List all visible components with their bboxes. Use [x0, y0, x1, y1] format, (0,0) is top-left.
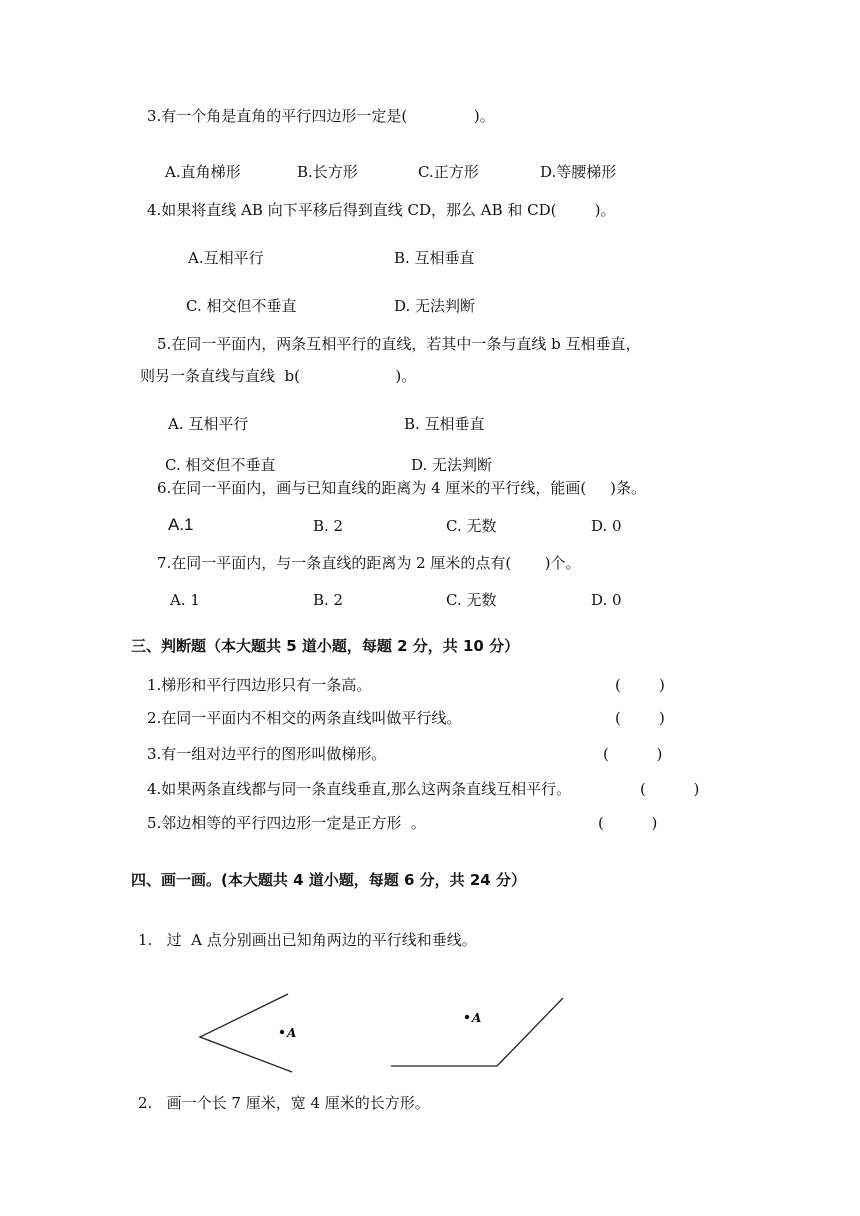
q4-stem: 4.如果将直线 AB 向下平移后得到直线 CD，那么 AB 和 CD( )。	[147, 201, 616, 219]
q4-option-a: A.互相平行	[188, 249, 264, 267]
q5-stem-line2: 则另一条直线与直线 b( )。	[140, 367, 417, 385]
q4-option-b: B. 互相垂直	[394, 249, 475, 267]
left-angle-sides	[200, 994, 292, 1072]
q5-option-b: B. 互相垂直	[404, 415, 485, 433]
right-angle-sides	[391, 998, 563, 1066]
q3-option-c: C.正方形	[418, 163, 479, 181]
left-point-a-label: A	[287, 1026, 297, 1040]
draw-q1-stem: 1. 过 A 点分别画出已知角两边的平行线和垂线。	[138, 931, 477, 949]
right-point-a-label: A	[472, 1011, 482, 1025]
q7-option-b: B. 2	[313, 591, 344, 609]
section4-title: 四、画一画。(本大题共 4 道小题，每题 6 分，共 24 分）	[131, 871, 526, 889]
q6-option-a: A.1	[168, 515, 194, 534]
judge-item-1-paren[interactable]: ( )	[615, 676, 665, 694]
judge-item-1-text: 1.梯形和平行四边形只有一条高。	[147, 676, 372, 694]
q5-option-d: D. 无法判断	[411, 456, 493, 474]
draw-q2-stem: 2. 画一个长 7 厘米，宽 4 厘米的长方形。	[138, 1094, 430, 1112]
judge-item-5-paren[interactable]: ( )	[598, 814, 658, 832]
q7-stem: 7.在同一平面内，与一条直线的距离为 2 厘米的点有( )个。	[157, 554, 581, 572]
q4-option-c: C. 相交但不垂直	[186, 297, 297, 315]
q6-stem: 6.在同一平面内，画与已知直线的距离为 4 厘米的平行线，能画( )条。	[157, 479, 646, 497]
judge-item-2-text: 2.在同一平面内不相交的两条直线叫做平行线。	[147, 709, 462, 727]
section3-title: 三、判断题（本大题共 5 道小题，每题 2 分，共 10 分）	[131, 637, 520, 655]
q7-option-c: C. 无数	[446, 591, 497, 609]
q6-option-d: D. 0	[591, 517, 622, 535]
judge-item-2-paren[interactable]: ( )	[615, 709, 665, 727]
judge-item-4-paren[interactable]: ( )	[640, 780, 700, 798]
right-point-a	[465, 1015, 469, 1019]
q6-option-b: B. 2	[313, 517, 344, 535]
q3-option-d: D.等腰梯形	[540, 163, 617, 181]
angle-figures	[180, 980, 600, 1090]
q6-option-c: C. 无数	[446, 517, 497, 535]
judge-item-5-text: 5.邻边相等的平行四边形一定是正方形 。	[147, 814, 426, 832]
q7-option-d: D. 0	[591, 591, 622, 609]
q5-option-a: A. 互相平行	[168, 415, 249, 433]
judge-item-3-paren[interactable]: ( )	[603, 745, 663, 763]
judge-item-3-text: 3.有一组对边平行的图形叫做梯形。	[147, 745, 387, 763]
q7-option-a: A. 1	[170, 591, 200, 609]
q5-stem-line1: 5.在同一平面内，两条互相平行的直线，若其中一条与直线 b 互相垂直，	[157, 335, 641, 353]
left-point-a	[280, 1030, 284, 1034]
q4-option-d: D. 无法判断	[394, 297, 476, 315]
q3-stem: 3.有一个角是直角的平行四边形一定是( )。	[147, 107, 495, 125]
q3-option-a: A.直角梯形	[165, 163, 241, 181]
q5-option-c: C. 相交但不垂直	[165, 456, 276, 474]
q3-option-b: B.长方形	[297, 163, 358, 181]
judge-item-4-text: 4.如果两条直线都与同一条直线垂直,那么这两条直线互相平行。	[147, 780, 572, 798]
